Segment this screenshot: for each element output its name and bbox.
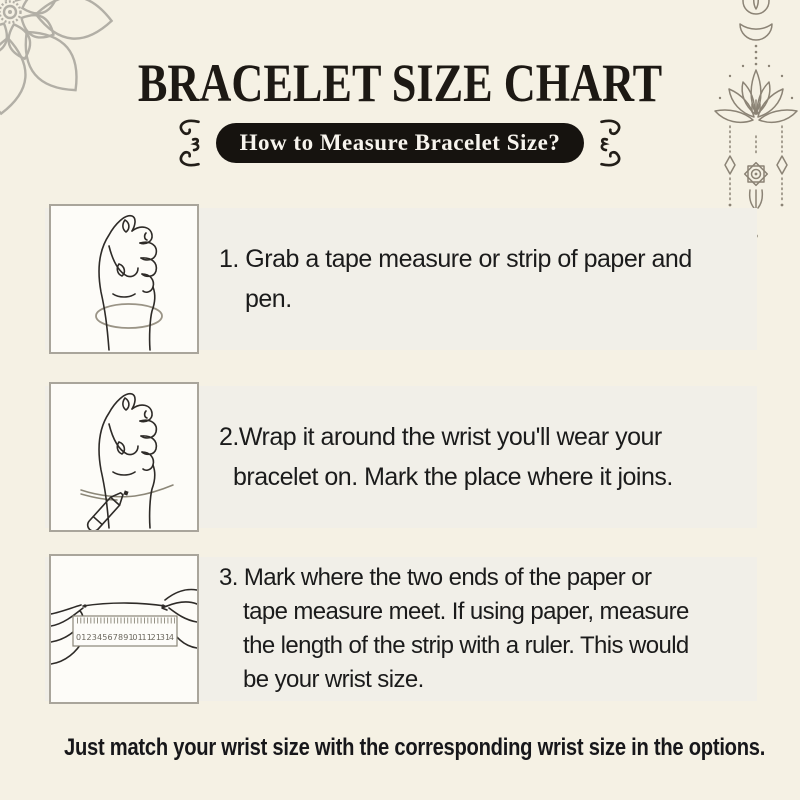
hand-with-tape-and-pen-icon <box>51 384 197 530</box>
ruler-numbers: 0 1 2 3 4 5 6 7 8 9 10 11 12 13 14 <box>76 633 174 642</box>
step-1-line-1: 1. Grab a tape measure or strip of paper and <box>219 245 692 273</box>
curly-flourish-left-icon <box>172 116 202 170</box>
step-3-text <box>219 557 757 701</box>
step-1-line-2: pen. <box>245 285 292 313</box>
step-3-line-2: tape measure meet. If using paper, measure <box>243 598 689 625</box>
how-to-measure-badge: How to Measure Bracelet Size? <box>216 123 585 163</box>
step-2-text <box>219 386 757 528</box>
hands-with-ruler-icon <box>51 556 197 702</box>
step-2-row <box>45 386 757 528</box>
page-title: BRACELET SIZE CHART <box>137 53 663 113</box>
step-3-row <box>45 557 757 701</box>
step-2-line-2: bracelet on. Mark the place where it joins. <box>233 463 673 491</box>
step-2-image-box <box>49 382 199 532</box>
step-3-line-4: be your wrist size. <box>243 666 424 693</box>
step-2-line-1: 2.Wrap it around the wrist you'll wear your <box>219 423 662 451</box>
step-1-image-box <box>49 204 199 354</box>
curly-flourish-right-icon <box>598 116 628 170</box>
badge-row <box>0 114 800 172</box>
step-1-text <box>219 208 757 350</box>
step-3-line-3: the length of the strip with a ruler. This would <box>243 632 689 659</box>
step-3-line-1: 3. Mark where the two ends of the paper or <box>219 564 652 591</box>
hand-with-bracelet-icon <box>51 206 197 352</box>
step-1-row <box>45 208 757 350</box>
step-3-image-box <box>49 554 199 704</box>
footer-note: Just match your wrist size with the corresponding wrist size in the options. <box>64 734 766 761</box>
